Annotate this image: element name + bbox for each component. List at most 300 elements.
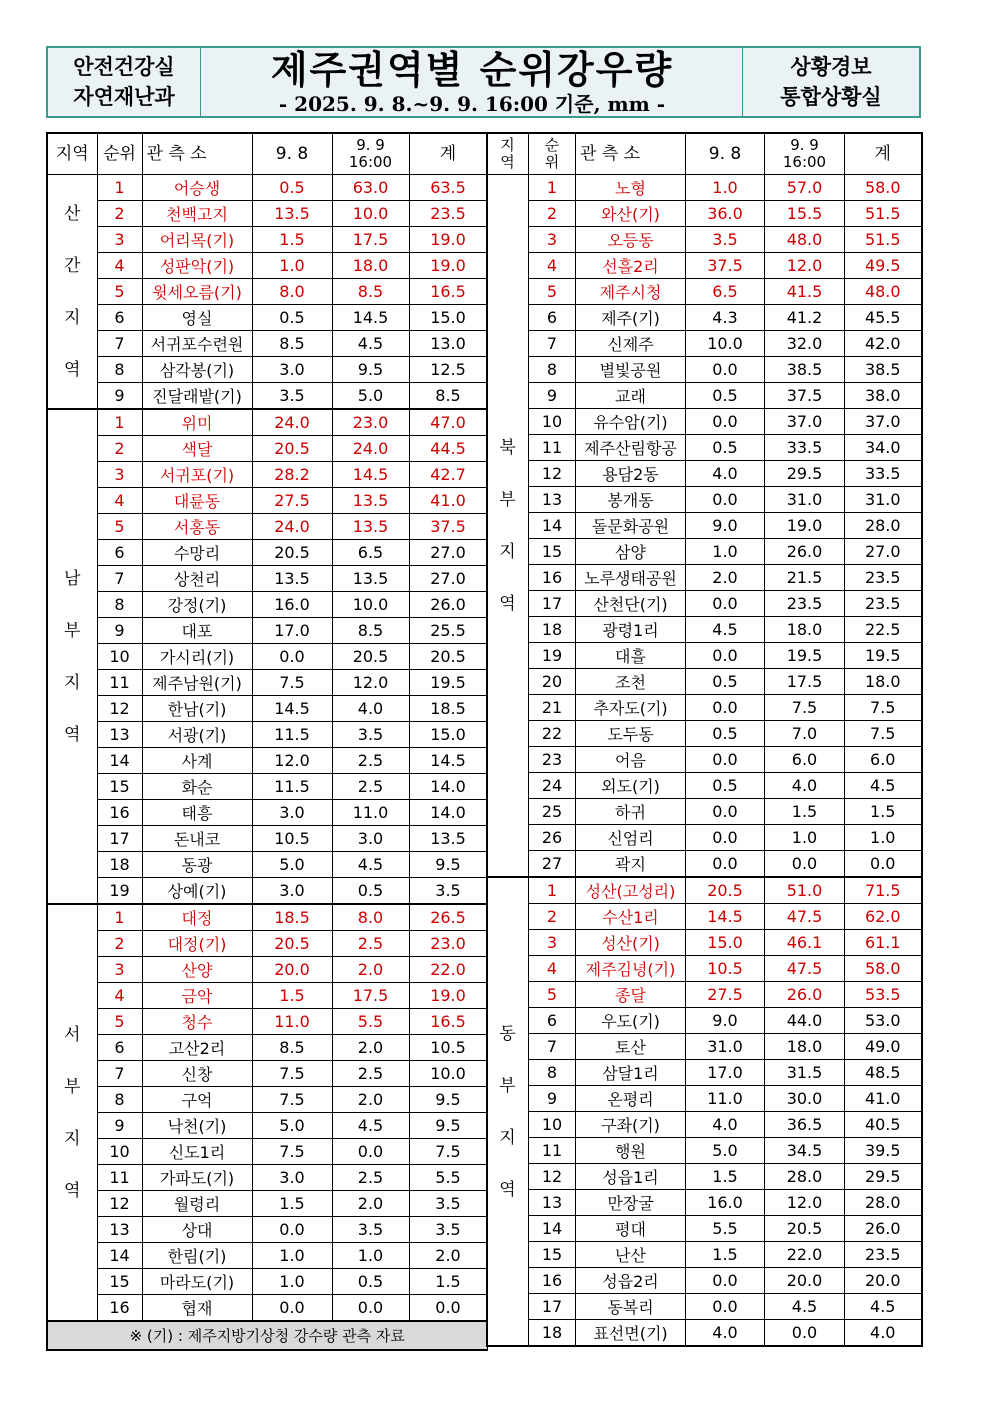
total-cell: 23.5 <box>845 1242 922 1268</box>
rank-cell: 14 <box>529 513 576 539</box>
table-row <box>47 800 487 826</box>
station-cell: 제주남원(기) <box>142 670 252 696</box>
rank-cell: 17 <box>529 591 576 617</box>
day2-cell: 2.5 <box>332 1061 409 1087</box>
table-row <box>487 513 922 539</box>
table-row <box>47 1139 487 1165</box>
table-row <box>47 931 487 957</box>
day2-cell: 4.5 <box>332 852 409 878</box>
day1-cell: 17.0 <box>686 1060 765 1086</box>
region-char: 역 <box>64 724 81 745</box>
total-cell: 62.0 <box>845 904 922 930</box>
table-row <box>47 488 487 514</box>
total-cell: 23.5 <box>845 565 922 591</box>
rank-cell: 7 <box>529 1034 576 1060</box>
region-char: 지 <box>64 307 81 328</box>
rank-cell: 18 <box>529 617 576 643</box>
table-row <box>47 1191 487 1217</box>
day2-cell: 6.5 <box>332 540 409 566</box>
total-cell: 7.5 <box>845 721 922 747</box>
rank-cell: 5 <box>97 279 142 305</box>
table-row <box>47 957 487 983</box>
station-cell: 삼양 <box>576 539 686 565</box>
day2-cell: 6.0 <box>765 747 845 773</box>
table-row <box>47 540 487 566</box>
table-row <box>47 175 487 201</box>
total-cell: 3.5 <box>409 878 487 905</box>
day2-cell: 15.5 <box>765 201 845 227</box>
report-header <box>46 46 921 118</box>
day1-cell: 0.0 <box>686 591 765 617</box>
total-cell: 19.0 <box>409 227 487 253</box>
day2-cell: 37.5 <box>765 383 845 409</box>
station-cell: 서홍동 <box>142 514 252 540</box>
table-row <box>47 670 487 696</box>
day2-cell: 26.0 <box>765 982 845 1008</box>
rank-cell: 19 <box>97 878 142 905</box>
total-cell: 8.5 <box>409 383 487 410</box>
region-char: 역 <box>499 1179 516 1200</box>
rank-cell: 15 <box>529 539 576 565</box>
station-cell: 곽지 <box>576 851 686 878</box>
day2-cell: 12.0 <box>332 670 409 696</box>
day2-cell: 2.0 <box>332 1191 409 1217</box>
rank-cell: 1 <box>97 904 142 931</box>
rank-cell: 6 <box>97 305 142 331</box>
total-cell: 10.0 <box>409 1061 487 1087</box>
day1-cell: 6.5 <box>686 279 765 305</box>
region-cell <box>487 877 529 1346</box>
rank-cell: 14 <box>97 748 142 774</box>
station-cell: 행원 <box>576 1138 686 1164</box>
total-cell: 27.0 <box>845 539 922 565</box>
day2-cell: 17.5 <box>765 669 845 695</box>
table-row <box>47 618 487 644</box>
table-row <box>487 1060 922 1086</box>
station-cell: 성읍1리 <box>576 1164 686 1190</box>
total-cell: 25.5 <box>409 618 487 644</box>
day1-cell: 27.5 <box>252 488 332 514</box>
station-cell: 윗세오름(기) <box>142 279 252 305</box>
day2-cell: 46.1 <box>765 930 845 956</box>
day2-cell: 23.5 <box>765 591 845 617</box>
station-cell: 상예(기) <box>142 878 252 905</box>
total-cell: 0.0 <box>409 1295 487 1322</box>
day2-cell: 0.5 <box>332 1269 409 1295</box>
day1-cell: 7.5 <box>252 1087 332 1113</box>
day1-cell: 0.5 <box>686 669 765 695</box>
total-cell: 0.0 <box>845 851 922 878</box>
table-row <box>47 383 487 410</box>
right-rainfall-column <box>486 132 921 1347</box>
station-cell: 산양 <box>142 957 252 983</box>
station-cell: 신제주 <box>576 331 686 357</box>
station-cell: 신도1리 <box>142 1139 252 1165</box>
day1-cell: 0.5 <box>252 305 332 331</box>
table-row <box>487 227 922 253</box>
header-day2-time-right: 16:00 <box>782 153 827 171</box>
header-station: 관 측 소 <box>142 133 252 175</box>
region-char: 역 <box>64 359 81 380</box>
total-cell: 26.5 <box>409 904 487 931</box>
station-cell: 제주산림항공 <box>576 435 686 461</box>
rank-cell: 5 <box>97 1009 142 1035</box>
day1-cell: 1.5 <box>252 1191 332 1217</box>
region-char: 부 <box>64 620 81 641</box>
day1-cell: 0.0 <box>686 357 765 383</box>
total-cell: 5.5 <box>409 1165 487 1191</box>
day2-cell: 4.5 <box>765 1294 845 1320</box>
total-cell: 16.5 <box>409 279 487 305</box>
header-day2-time: 16:00 <box>348 153 393 171</box>
header-total: 계 <box>409 133 487 175</box>
total-cell: 12.5 <box>409 357 487 383</box>
total-cell: 18.0 <box>845 669 922 695</box>
table-row <box>487 253 922 279</box>
station-cell: 구좌(기) <box>576 1112 686 1138</box>
header-day2 <box>332 133 409 175</box>
total-cell: 7.5 <box>409 1139 487 1165</box>
table-row <box>487 1086 922 1112</box>
day2-cell: 47.5 <box>765 904 845 930</box>
region-cell <box>47 409 97 904</box>
rank-cell: 1 <box>529 175 576 201</box>
station-cell: 낙천(기) <box>142 1113 252 1139</box>
day2-cell: 13.5 <box>332 514 409 540</box>
total-cell: 48.5 <box>845 1060 922 1086</box>
table-row <box>47 566 487 592</box>
station-cell: 난산 <box>576 1242 686 1268</box>
day1-cell: 20.0 <box>252 957 332 983</box>
station-cell: 제주김녕(기) <box>576 956 686 982</box>
day2-cell: 32.0 <box>765 331 845 357</box>
total-cell: 4.5 <box>845 773 922 799</box>
day1-cell: 0.0 <box>686 747 765 773</box>
day2-cell: 10.0 <box>332 592 409 618</box>
day1-cell: 36.0 <box>686 201 765 227</box>
day2-cell: 47.5 <box>765 956 845 982</box>
day1-cell: 18.5 <box>252 904 332 931</box>
day2-cell: 13.5 <box>332 488 409 514</box>
day1-cell: 1.0 <box>252 1243 332 1269</box>
day2-cell: 3.0 <box>332 826 409 852</box>
day2-cell: 7.5 <box>765 695 845 721</box>
day2-cell: 10.0 <box>332 201 409 227</box>
day1-cell: 7.5 <box>252 1139 332 1165</box>
table-row <box>487 877 922 904</box>
region-cell <box>47 175 97 410</box>
table-row <box>47 878 487 905</box>
rank-cell: 23 <box>529 747 576 773</box>
rank-cell: 13 <box>97 1217 142 1243</box>
table-row <box>47 904 487 931</box>
table-row <box>487 591 922 617</box>
table-row <box>487 383 922 409</box>
region-char: 부 <box>499 1075 516 1096</box>
rank-cell: 7 <box>97 566 142 592</box>
station-cell: 화순 <box>142 774 252 800</box>
table-row <box>47 983 487 1009</box>
day1-cell: 3.0 <box>252 878 332 905</box>
station-cell: 유수암(기) <box>576 409 686 435</box>
station-cell: 신창 <box>142 1061 252 1087</box>
total-cell: 1.0 <box>845 825 922 851</box>
day2-cell: 20.0 <box>765 1268 845 1294</box>
region-char: 역 <box>499 593 516 614</box>
total-cell: 20.5 <box>409 644 487 670</box>
total-cell: 9.5 <box>409 1113 487 1139</box>
total-cell: 45.5 <box>845 305 922 331</box>
day1-cell: 31.0 <box>686 1034 765 1060</box>
table-row <box>47 774 487 800</box>
rank-cell: 18 <box>97 852 142 878</box>
title-box <box>200 48 744 116</box>
station-cell: 대포 <box>142 618 252 644</box>
day1-cell: 0.5 <box>252 175 332 201</box>
region-char: 남 <box>64 568 81 589</box>
station-cell: 대정(기) <box>142 931 252 957</box>
day1-cell: 11.5 <box>252 722 332 748</box>
rank-cell: 2 <box>97 201 142 227</box>
rank-cell: 10 <box>529 1112 576 1138</box>
day1-cell: 13.5 <box>252 201 332 227</box>
day1-cell: 1.0 <box>252 1269 332 1295</box>
table-row <box>47 436 487 462</box>
station-cell: 제주시청 <box>576 279 686 305</box>
region-char: 부 <box>64 1076 81 1097</box>
rank-cell: 5 <box>529 279 576 305</box>
rank-cell: 1 <box>97 409 142 436</box>
day1-cell: 3.0 <box>252 357 332 383</box>
table-row <box>47 253 487 279</box>
rank-cell: 5 <box>529 982 576 1008</box>
table-row <box>47 201 487 227</box>
region-char: 부 <box>499 489 516 510</box>
total-cell: 14.0 <box>409 800 487 826</box>
table-row <box>487 1138 922 1164</box>
rank-cell: 8 <box>97 592 142 618</box>
day1-cell: 0.0 <box>252 1217 332 1243</box>
table-row <box>47 462 487 488</box>
day1-cell: 4.0 <box>686 461 765 487</box>
rank-cell: 4 <box>97 983 142 1009</box>
rank-cell: 25 <box>529 799 576 825</box>
day1-cell: 0.0 <box>686 487 765 513</box>
station-cell: 어리목(기) <box>142 227 252 253</box>
day2-cell: 19.5 <box>765 643 845 669</box>
day2-cell: 17.5 <box>332 983 409 1009</box>
table-row <box>47 357 487 383</box>
day1-cell: 0.0 <box>686 695 765 721</box>
right-table-body <box>487 175 922 1347</box>
table-row <box>487 799 922 825</box>
total-cell: 41.0 <box>845 1086 922 1112</box>
day1-cell: 7.5 <box>252 1061 332 1087</box>
header-station-right: 관 측 소 <box>576 133 686 175</box>
station-cell: 온평리 <box>576 1086 686 1112</box>
rank-cell: 13 <box>529 487 576 513</box>
day1-cell: 5.0 <box>686 1138 765 1164</box>
table-row <box>487 851 922 878</box>
rank-cell: 9 <box>529 1086 576 1112</box>
day1-cell: 13.5 <box>252 566 332 592</box>
station-cell: 평대 <box>576 1216 686 1242</box>
total-cell: 29.5 <box>845 1164 922 1190</box>
station-cell: 한남(기) <box>142 696 252 722</box>
total-cell: 14.5 <box>409 748 487 774</box>
day2-cell: 0.0 <box>765 1320 845 1347</box>
day2-cell: 44.0 <box>765 1008 845 1034</box>
left-table-body <box>47 175 487 1322</box>
rank-cell: 9 <box>97 383 142 410</box>
header-day1: 9. 8 <box>252 133 332 175</box>
day2-cell: 0.0 <box>332 1295 409 1322</box>
day2-cell: 8.5 <box>332 618 409 644</box>
day1-cell: 5.5 <box>686 1216 765 1242</box>
table-row <box>47 1113 487 1139</box>
day1-cell: 16.0 <box>252 592 332 618</box>
table-row <box>47 409 487 436</box>
day2-cell: 18.0 <box>765 617 845 643</box>
day2-cell: 8.5 <box>332 279 409 305</box>
day2-cell: 30.0 <box>765 1086 845 1112</box>
table-row <box>487 331 922 357</box>
day1-cell: 12.0 <box>252 748 332 774</box>
rank-cell: 8 <box>529 1060 576 1086</box>
day1-cell: 4.3 <box>686 305 765 331</box>
total-cell: 42.0 <box>845 331 922 357</box>
rank-cell: 16 <box>529 1268 576 1294</box>
left-rainfall-table <box>46 132 488 1351</box>
table-row <box>47 722 487 748</box>
total-cell: 14.0 <box>409 774 487 800</box>
station-cell: 산천단(기) <box>576 591 686 617</box>
day2-cell: 7.0 <box>765 721 845 747</box>
table-row <box>487 982 922 1008</box>
day2-cell: 2.5 <box>332 931 409 957</box>
station-cell: 동광 <box>142 852 252 878</box>
station-cell: 태흥 <box>142 800 252 826</box>
day2-cell: 11.0 <box>332 800 409 826</box>
rank-cell: 15 <box>97 1269 142 1295</box>
rank-cell: 13 <box>529 1190 576 1216</box>
day2-cell: 4.0 <box>765 773 845 799</box>
table-row <box>47 1035 487 1061</box>
rank-cell: 6 <box>97 540 142 566</box>
department-line-2: 자연재난과 <box>73 85 175 109</box>
day2-cell: 5.0 <box>332 383 409 410</box>
total-cell: 9.5 <box>409 852 487 878</box>
table-row <box>47 279 487 305</box>
table-row <box>487 175 922 201</box>
total-cell: 19.0 <box>409 983 487 1009</box>
day2-cell: 26.0 <box>765 539 845 565</box>
right-rainfall-table <box>486 132 923 1347</box>
total-cell: 3.5 <box>409 1191 487 1217</box>
table-row <box>487 305 922 331</box>
total-cell: 1.5 <box>845 799 922 825</box>
total-cell: 10.5 <box>409 1035 487 1061</box>
table-row <box>487 669 922 695</box>
region-char: 지 <box>64 1128 81 1149</box>
day1-cell: 1.0 <box>686 539 765 565</box>
total-cell: 22.5 <box>845 617 922 643</box>
day2-cell: 4.5 <box>332 1113 409 1139</box>
total-cell: 49.5 <box>845 253 922 279</box>
total-cell: 19.0 <box>409 253 487 279</box>
rank-cell: 2 <box>529 201 576 227</box>
table-row <box>487 617 922 643</box>
rank-cell: 17 <box>97 826 142 852</box>
rank-cell: 4 <box>97 253 142 279</box>
table-row <box>487 565 922 591</box>
total-cell: 19.5 <box>845 643 922 669</box>
day1-cell: 1.5 <box>686 1164 765 1190</box>
table-row <box>487 487 922 513</box>
station-cell: 수망리 <box>142 540 252 566</box>
day1-cell: 20.5 <box>686 877 765 904</box>
table-row <box>487 539 922 565</box>
station-cell: 선흘2리 <box>576 253 686 279</box>
header-rank-char-1: 순 <box>544 136 560 154</box>
station-cell: 마라도(기) <box>142 1269 252 1295</box>
day2-cell: 17.5 <box>332 227 409 253</box>
rank-cell: 18 <box>529 1320 576 1347</box>
rank-cell: 17 <box>529 1294 576 1320</box>
day1-cell: 17.0 <box>252 618 332 644</box>
rank-cell: 11 <box>97 670 142 696</box>
total-cell: 4.0 <box>845 1320 922 1347</box>
total-cell: 34.0 <box>845 435 922 461</box>
table-row <box>487 1008 922 1034</box>
station-cell: 와산(기) <box>576 201 686 227</box>
header-day2-right <box>765 133 845 175</box>
day1-cell: 8.5 <box>252 1035 332 1061</box>
day2-cell: 38.5 <box>765 357 845 383</box>
table-row <box>47 644 487 670</box>
table-row <box>487 956 922 982</box>
station-cell: 성산(고성리) <box>576 877 686 904</box>
station-cell: 조천 <box>576 669 686 695</box>
day1-cell: 4.0 <box>686 1112 765 1138</box>
total-cell: 6.0 <box>845 747 922 773</box>
station-cell: 만장굴 <box>576 1190 686 1216</box>
page-title: 제주권역별 순위강우량 <box>270 48 674 92</box>
table-row <box>487 773 922 799</box>
rank-cell: 8 <box>529 357 576 383</box>
station-cell: 가파도(기) <box>142 1165 252 1191</box>
station-cell: 고산2리 <box>142 1035 252 1061</box>
day1-cell: 24.0 <box>252 409 332 436</box>
day2-cell: 41.5 <box>765 279 845 305</box>
day2-cell: 19.0 <box>765 513 845 539</box>
station-cell: 상천리 <box>142 566 252 592</box>
table-row <box>487 747 922 773</box>
left-rainfall-column <box>46 132 486 1351</box>
station-cell: 종달 <box>576 982 686 1008</box>
rank-cell: 3 <box>529 930 576 956</box>
table-row <box>47 748 487 774</box>
day1-cell: 0.0 <box>686 643 765 669</box>
station-cell: 가시리(기) <box>142 644 252 670</box>
header-day2-date: 9. 9 <box>356 136 385 154</box>
station-cell: 강정(기) <box>142 592 252 618</box>
station-cell: 봉개동 <box>576 487 686 513</box>
header-region-char-1: 지 <box>500 136 515 154</box>
total-cell: 18.5 <box>409 696 487 722</box>
table-row <box>487 1112 922 1138</box>
station-cell: 하귀 <box>576 799 686 825</box>
